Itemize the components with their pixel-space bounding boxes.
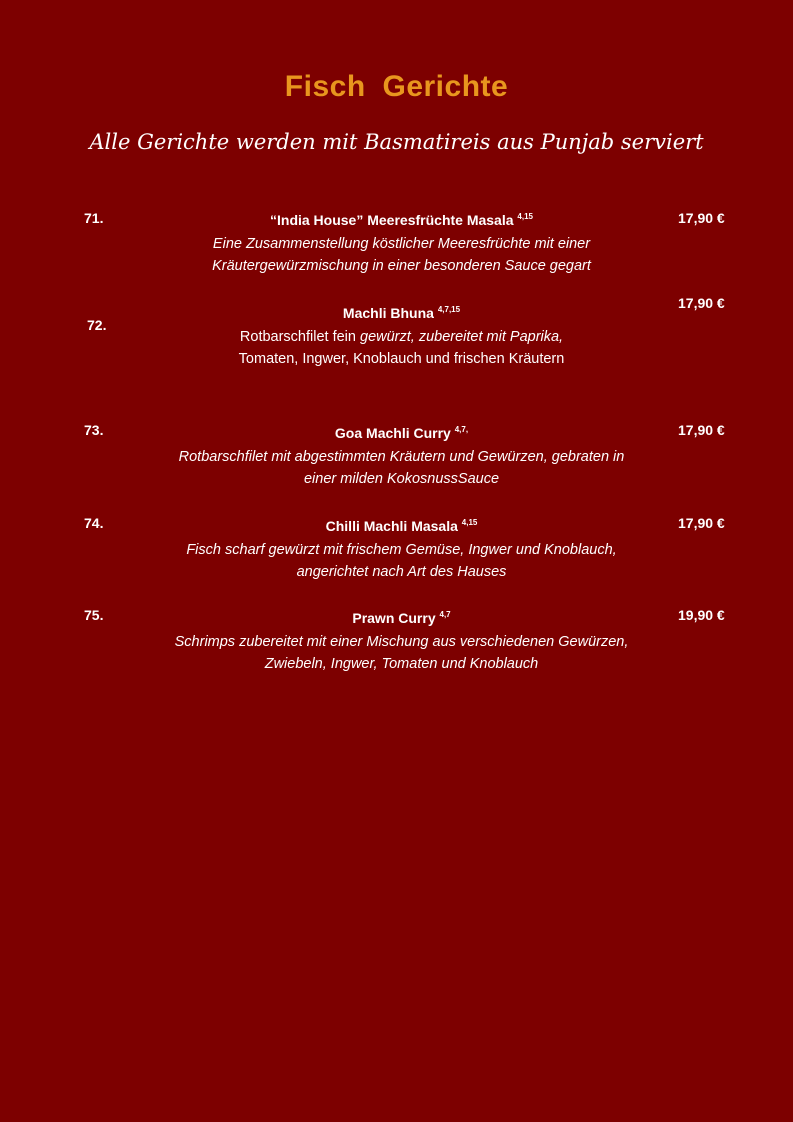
item-price: 17,90 € [678,210,725,226]
item-description-line: Fisch scharf gewürzt mit frischem Gemüse, Ingwer und Knoblauch, [186,542,617,558]
item-description-line [150,326,653,348]
item-description [150,539,653,583]
item-name-text: Machli Bhuna [342,305,434,321]
item-number: 72. [87,317,107,333]
item-body [150,423,653,490]
item-name-text: Goa Machli Curry [334,425,451,441]
item-allergens: 4,15 [461,518,478,527]
item-allergens: 4,7 [439,610,451,619]
item-description-line: Kräutergewürzmischung in einer besonderen Sauce gegart [212,258,591,274]
item-description-line: einer milden KokosnussSauce [303,471,500,487]
item-number: 74. [84,515,104,531]
item-price: 17,90 € [678,295,725,311]
item-description [150,631,653,675]
item-description-line: angerichtet nach Art des Hauses [296,564,507,580]
item-description [150,446,653,490]
item-description-line: Schrimps zubereitet mit einer Mischung aus verschiedenen Gewürzen, [174,634,629,650]
item-allergens: 4,7, [454,425,469,434]
item-description-line: Rotbarschfilet mit abgestimmten Kräutern und Gewürzen, gebraten in [178,449,625,465]
item-name [150,303,653,323]
item-number: 75. [84,607,104,623]
page-subtitle: Alle Gerichte werden mit Basmatireis aus Punjab serviert [89,130,704,154]
item-name-text: “India House” Meeresfrüchte Masala [270,212,514,228]
item-number: 71. [84,210,104,226]
item-number: 73. [84,422,104,438]
item-description-plain: Rotbarschfilet fein [239,329,360,345]
item-body [150,608,653,675]
item-description [150,233,653,277]
item-price: 19,90 € [678,607,725,623]
item-name [150,608,653,628]
item-allergens: 4,15 [517,212,533,221]
item-description-italic: gewürzt, zubereitet mit Paprika, [360,329,564,345]
item-description-line: Zwiebeln, Ingwer, Tomaten und Knoblauch [264,656,539,672]
item-name [150,516,653,536]
item-name-text: Chilli Machli Masala [325,518,458,534]
item-body [150,210,653,277]
item-price: 17,90 € [678,515,725,531]
item-name [150,210,653,230]
item-description-line: Eine Zusammenstellung köstlicher Meeresfrüchte mit einer [212,236,591,252]
item-description [150,326,653,370]
page-title: Fisch Gerichte [284,70,509,103]
item-name [150,423,653,443]
item-description-line: Tomaten, Ingwer, Knoblauch und frischen Kräutern [238,351,565,367]
item-body [150,516,653,583]
item-price: 17,90 € [678,422,725,438]
item-allergens: 4,7,15 [437,305,461,314]
item-name-text: Prawn Curry [352,610,436,626]
item-body [150,303,653,370]
